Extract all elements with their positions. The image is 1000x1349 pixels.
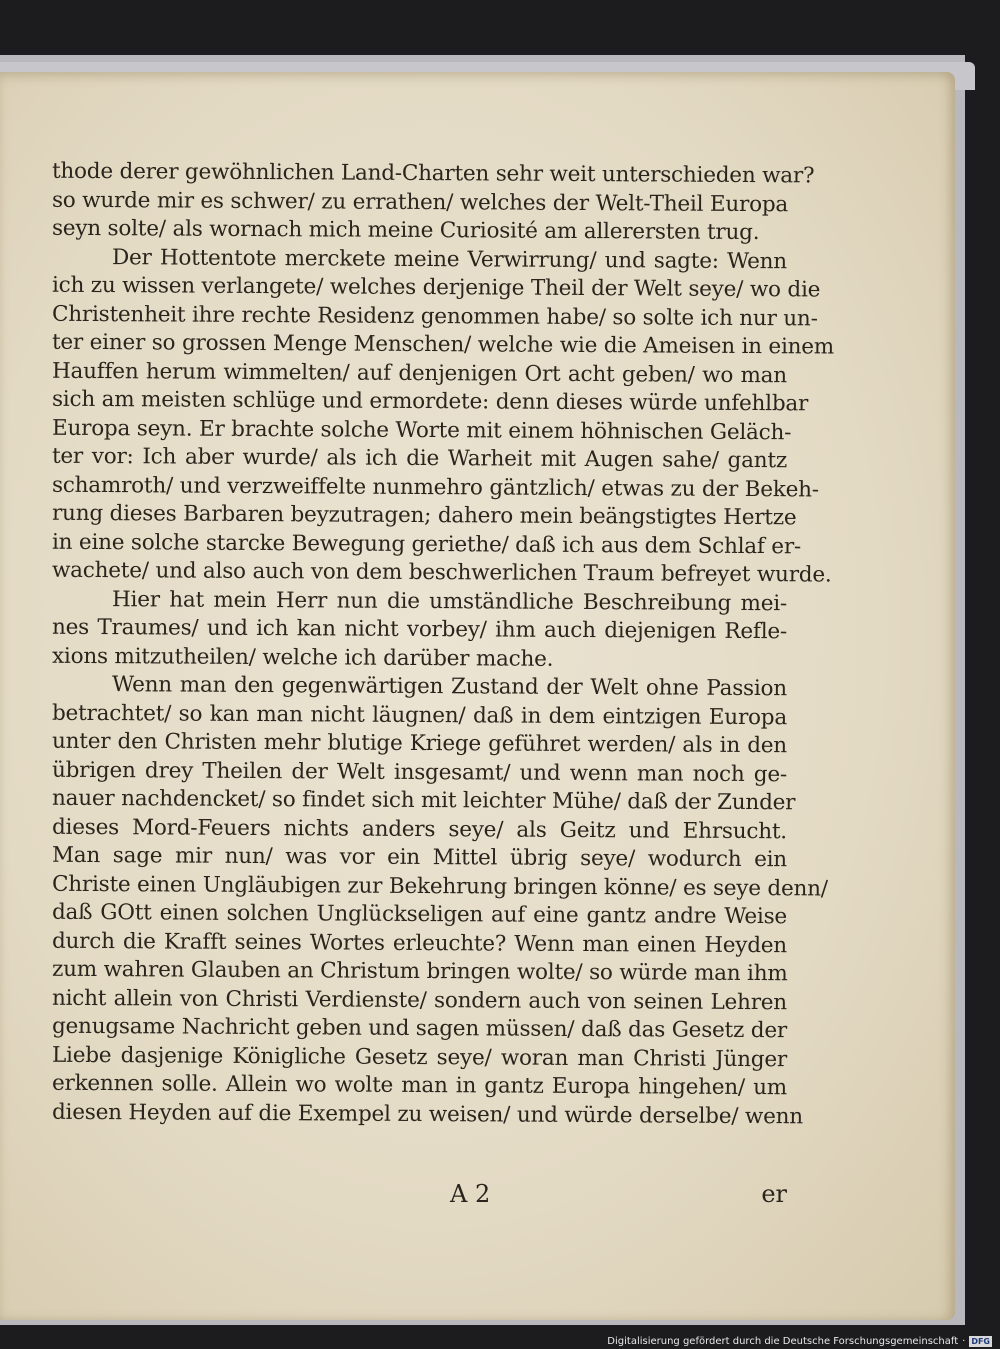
text-line: wachete/ und also auch von dem beschwerlichen Traum befreyet wurde. [51,557,832,588]
text-line: sich am meisten schlüge und ermordete: denn dieses würde unfehlbar [51,386,809,417]
text-line: thode derer gewöhnlichen Land-Charten sehr weit unterschieden war? [51,158,815,189]
text-line: unter den Christen mehr blutige Kriege geführet werden/ als in den [51,728,788,759]
text-line: betrachtet/ so kan man nicht läugnen/ daß in dem eintzigen Europa [51,700,788,730]
text-line: genugsame Nachricht geben und sagen müssen/ daß das Gesetz der [51,1013,788,1044]
text-line: übrigen drey Theilen der Welt insgesamt/ und wenn man noch ge- [51,757,788,787]
text-line: ich zu wissen verlangete/ welches derjenige Theil der Welt seye/ wo die [51,272,821,303]
page-signature: A 2 [450,1180,491,1208]
text-line: dieses Mord-Feuers nichts anders seye/ als Geitz und Ehrsucht. [51,814,788,844]
text-line: xions mitzutheilen/ welche ich darüber mache. [51,643,554,672]
dfg-logo-icon: DFG [971,1336,990,1346]
text-line: nes Traumes/ und ich kan nicht vorbey/ ihm auch diejenigen Refle- [51,614,788,645]
separator-dot: · [962,1335,966,1347]
text-line: Hauffen herum wimmelten/ auf denjenigen Ort acht geben/ wo man [51,358,788,388]
text-line: Wenn man den gegenwärtigen Zustand der Welt ohne Passion [111,672,788,702]
text-line: so wurde mir es schwer/ zu errathen/ welches der Welt-Theil Europa [51,187,789,217]
text-line: diesen Heyden auf die Exempel zu weisen/ und würde derselbe/ wenn [51,1099,804,1129]
text-line: Europa seyn. Er brachte solche Worte mit einem höhnischen Geläch- [51,415,792,445]
text-line: durch die Krafft seines Wortes erleuchte? Wenn man einen Heyden [51,928,788,958]
funding-credit [607,1335,992,1347]
text-line: Hier hat mein Herr nun die umständliche Beschreibung mei- [111,586,788,616]
text-line: in eine solche starcke Bewegung geriethe/ daß ich aus dem Schlaf er- [51,529,802,559]
text-line: Man sage mir nun/ was vor ein Mittel übrig seye/ wodurch ein [51,842,788,873]
text-line: Christenheit ihre rechte Residenz genommen habe/ so solte ich nur un- [51,301,818,331]
text-line: Liebe dasjenige Königliche Gesetz seye/ woran man Christi Jünger [51,1042,788,1072]
text-line: rung dieses Barbaren beyzutragen; dahero mein beängstigtes Hertze [51,500,797,531]
text-line: nicht allein von Christi Verdienste/ sondern auch von seinen Lehren [51,985,788,1015]
text-line: ter einer so grossen Menge Menschen/ welche wie die Ameisen in einem [51,329,835,360]
text-line: erkennen solle. Allein wo wolte man in gantz Europa hingehen/ um [51,1070,788,1101]
text-line: Der Hottentote merckete meine Verwirrung/ und sagte: Wenn [111,244,788,274]
catchword: er [761,1180,787,1208]
text-line: zum wahren Glauben an Christum bringen wolte/ so würde man ihm [51,956,788,987]
funding-credit-text: Digitalisierung gefördert durch die Deutsche Forschungsgemeinschaft [607,1335,959,1347]
text-line: Christe einen Ungläubigen zur Bekehrung bringen könne/ es seye denn/ [51,871,828,901]
text-line: schamroth/ und verzweiffelte nunmehro gäntzlich/ etwas zu der Bekeh- [51,472,819,502]
page-text [51,158,835,1129]
text-line: seyn solte/ als wornach mich meine Curiosité am allerersten trug. [51,215,760,246]
page-footer [52,1180,787,1210]
text-line: nauer nachdencket/ so findet sich mit leichter Mühe/ daß der Zunder [51,785,796,816]
text-line: daß GOtt einen solchen Unglückseligen auf eine gantz andre Weise [51,899,788,930]
text-line: ter vor: Ich aber wurde/ als ich die Warheit mit Augen sahe/ gantz [51,443,788,474]
